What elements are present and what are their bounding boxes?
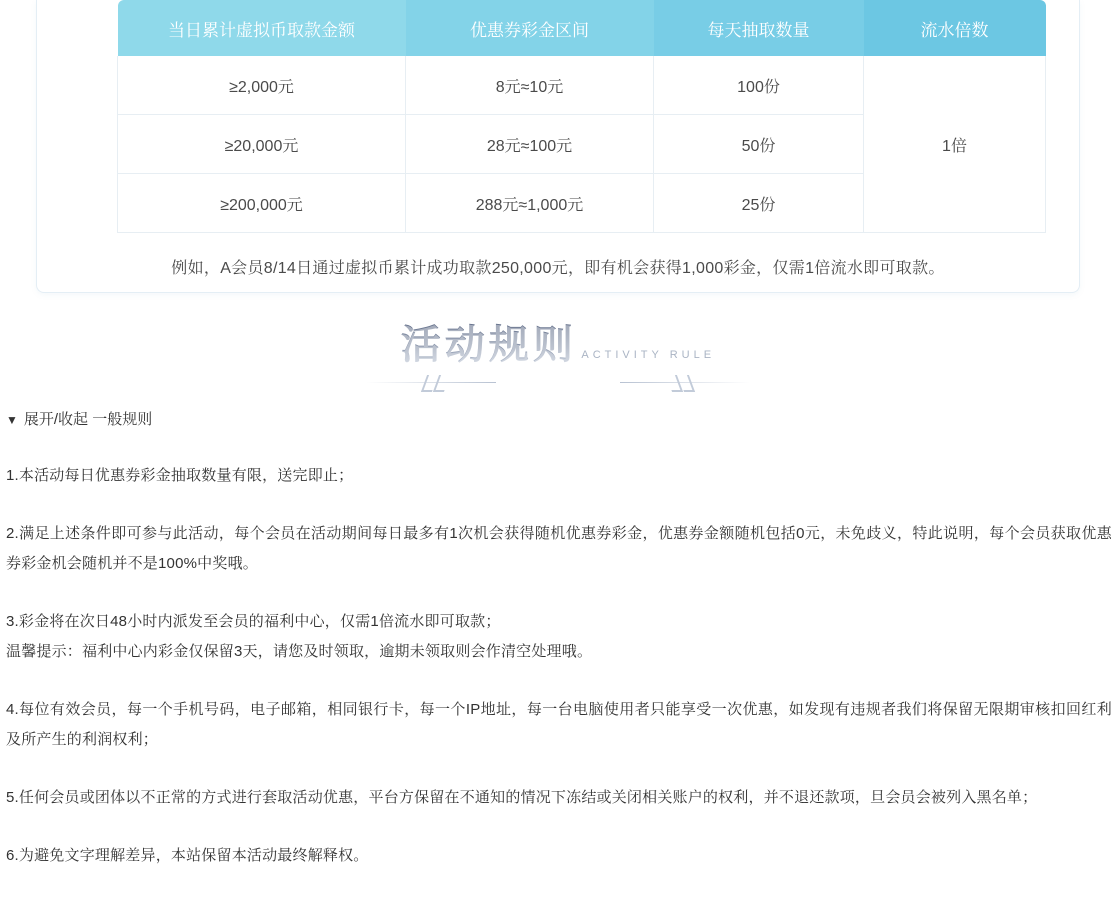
rule-item-1: 1.本活动每日优惠券彩金抽取数量有限，送完即止； — [6, 467, 354, 484]
promo-example-text: 例如，A会员8/14日通过虚拟币累计成功取款250,000元，即有机会获得1,000彩金，仅需1倍流水即可取款。 — [171, 260, 945, 277]
section-title-block — [0, 319, 1116, 405]
rules-toggle[interactable] — [6, 405, 1112, 435]
rule-item-5: 5.任何会员或团体以不正常的方式进行套取活动优惠，平台方保留在不通知的情况下冻结或关闭相关账户的权利，并不退还款项，旦会员会被列入黑名单； — [6, 789, 1038, 806]
cell-rollover-multiplier: 1倍 — [864, 56, 1046, 233]
rule-item-4: 4.每位有效会员，每一个手机号码，电子邮箱，相同银行卡，每一个IP地址，每一台电脑使用者只能享受一次优惠，如发现有违规者我们将保留无限期审核扣回红利及所产生的利润权利； — [6, 701, 1112, 748]
rule-item-3 — [6, 607, 1112, 667]
promo-table-head — [118, 0, 1046, 56]
cell-amount: ≥200,000元 — [118, 174, 406, 233]
rule-item-3-main: 3.彩金将在次日48小时内派发至会员的福利中心，仅需1倍流水即可取款； — [6, 613, 501, 630]
cell-bonus-range: 288元≈1,000元 — [406, 174, 654, 233]
promo-card — [36, 0, 1080, 293]
cell-daily-quota: 50份 — [654, 115, 864, 174]
cell-amount: ≥2,000元 — [118, 56, 406, 115]
table-header-row — [118, 0, 1046, 56]
promo-table — [117, 0, 1046, 233]
cell-bonus-range: 28元≈100元 — [406, 115, 654, 174]
table-header-cell-bonus-range: 优惠券彩金区间 — [406, 0, 654, 56]
rules-toggle-label: 展开/收起 一般规则 — [23, 411, 153, 428]
cell-daily-quota: 100份 — [654, 56, 864, 115]
table-header-cell-daily-quota: 每天抽取数量 — [654, 0, 864, 56]
table-header-cell-rollover: 流水倍数 — [864, 0, 1046, 56]
chevron-down-icon: ▼ — [6, 413, 18, 427]
rule-item-6: 6.为避免文字理解差异，本站保留本活动最终解释权。 — [6, 847, 369, 864]
promo-card-wrapper — [18, 0, 1098, 293]
promo-table-holder — [37, 0, 1079, 233]
page-title: 活动规则 — [401, 319, 577, 371]
cell-bonus-range: 8元≈10元 — [406, 56, 654, 115]
section-subtitle: ACTIVITY RULE — [581, 349, 716, 361]
rule-item-2: 2.满足上述条件即可参与此活动，每个会员在活动期间每日最多有1次机会获得随机优惠券彩金，优惠券金额随机包括0元，未免歧义，特此说明，每个会员获取优惠券彩金机会随机并不是100%中奖哦。 — [6, 525, 1112, 572]
table-header-cell-amount: 当日累计虚拟币取款金额 — [118, 0, 406, 56]
rules-section — [0, 405, 1116, 871]
promo-table-body — [118, 56, 1046, 233]
cell-amount: ≥20,000元 — [118, 115, 406, 174]
rule-item-3-note: 温馨提示：福利中心内彩金仅保留3天，请您及时领取，逾期未领取则会作清空处理哦。 — [6, 643, 593, 660]
cell-daily-quota: 25份 — [654, 174, 864, 233]
table-row — [118, 56, 1046, 115]
